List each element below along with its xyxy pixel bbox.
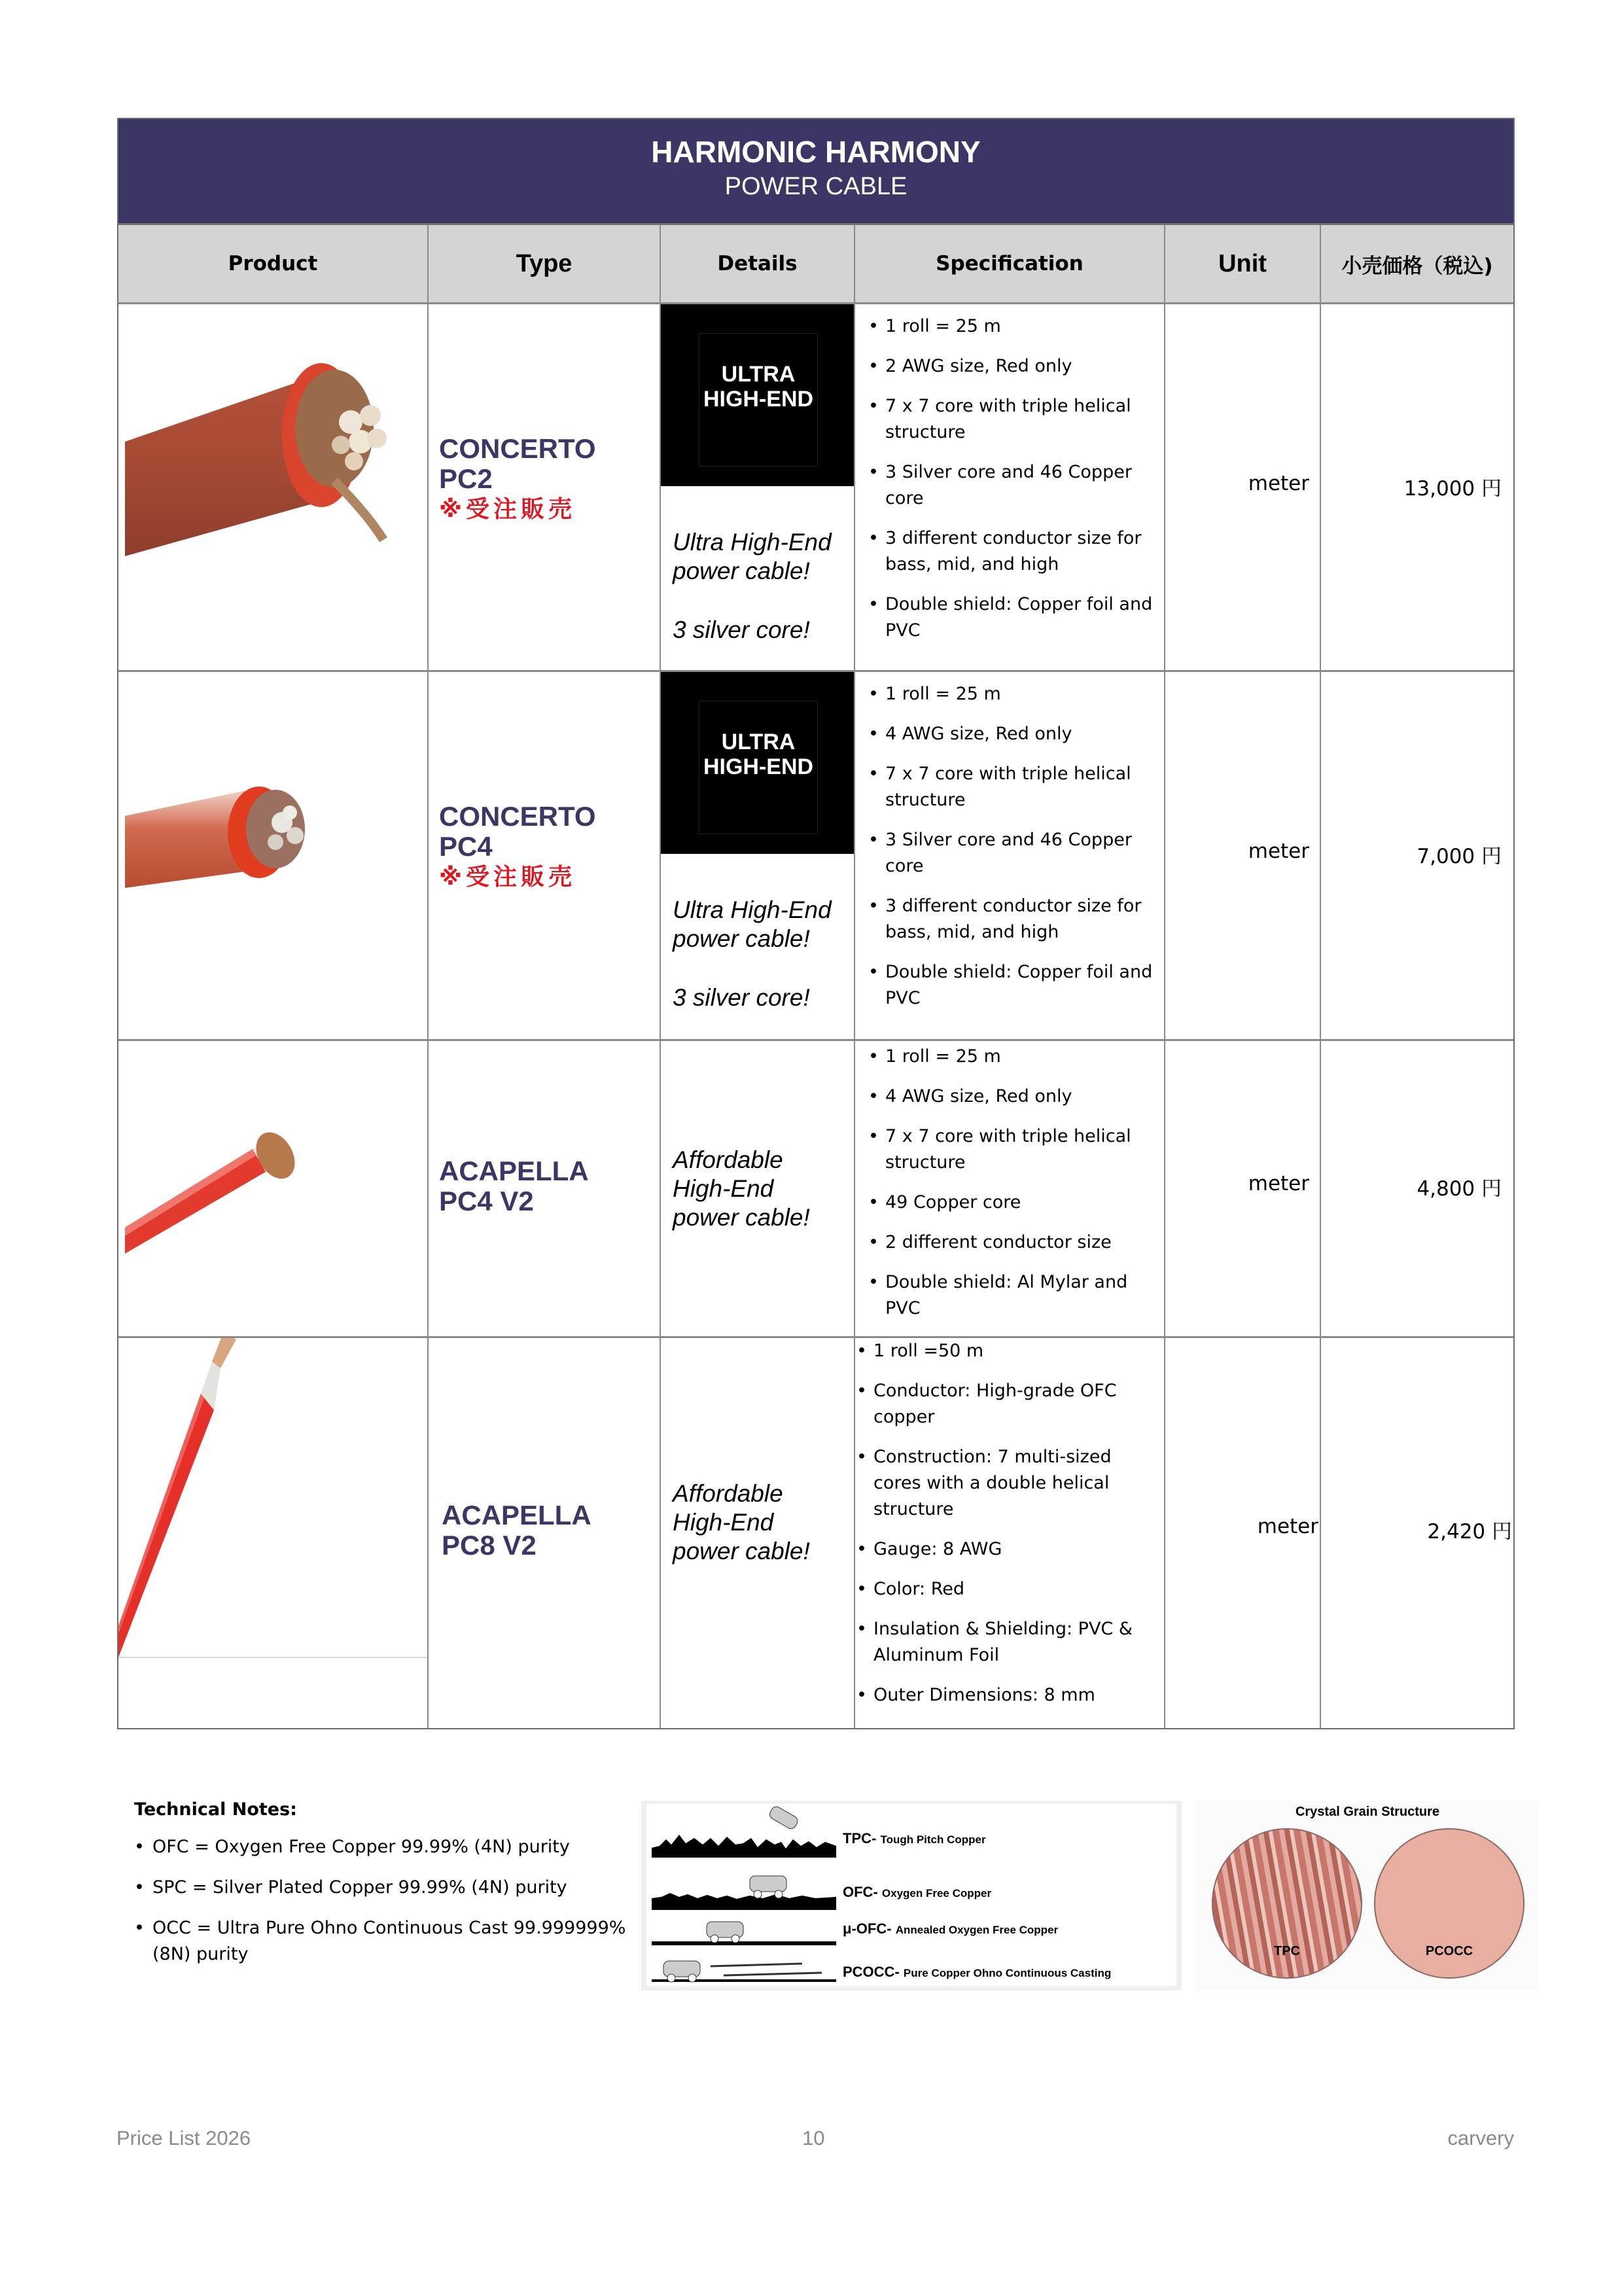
product-details-cell — [661, 304, 855, 670]
cable-image-acapella-pc8-v2 — [118, 1338, 427, 1727]
spec-item: • 4 AWG size, Red only — [868, 1084, 1155, 1110]
product-name-line1: CONCERTO — [439, 801, 596, 832]
spec-cell — [855, 304, 1165, 670]
copper-type-tpc — [646, 1805, 1176, 1858]
spec-item: • Gauge: 8 AWG — [856, 1536, 1155, 1563]
made-to-order-note: ※受注販売 — [439, 864, 576, 891]
unit-cell — [1165, 672, 1321, 1039]
price-table — [117, 118, 1515, 1729]
product-name-line2: PC4 V2 — [439, 1186, 534, 1216]
unit-value: meter — [1257, 1515, 1318, 1538]
detail-line: Ultra High-End — [673, 896, 832, 923]
badge-line1: ULTRA — [721, 362, 796, 387]
footer-left: Price List 2026 — [116, 2127, 251, 2149]
ultra-high-end-badge — [661, 304, 854, 486]
copper-name: Tough Pitch Copper — [880, 1833, 986, 1846]
detail-line: High-End — [673, 1175, 774, 1202]
column-header-row — [118, 225, 1513, 304]
tpc-grain-circle — [1212, 1828, 1362, 1979]
crystal-grain-illustration — [1196, 1801, 1539, 1990]
technical-notes-title: Technical Notes: — [134, 1799, 297, 1820]
product-image — [118, 304, 429, 670]
product-image — [118, 1338, 429, 1728]
table-banner — [118, 119, 1513, 225]
column-header-type: Type — [429, 225, 661, 302]
crystal-grain-title: Crystal Grain Structure — [1295, 1805, 1440, 1819]
detail-line: High-End — [673, 1509, 774, 1536]
spec-list — [855, 672, 1164, 1012]
spec-item: • 49 Copper core — [868, 1190, 1155, 1216]
product-name-line2: PC8 V2 — [442, 1530, 537, 1561]
unit-value: meter — [1248, 839, 1309, 863]
pcocc-grain-label: PCOCC — [1425, 1944, 1473, 1958]
spec-item: • Outer Dimensions: 8 mm — [856, 1682, 1155, 1708]
price-cell — [1321, 1338, 1513, 1728]
copper-name: Annealed Oxygen Free Copper — [895, 1924, 1059, 1936]
product-image — [118, 672, 429, 1039]
spec-item: • 1 roll = 25 m — [868, 313, 1155, 340]
product-type-cell — [429, 304, 661, 670]
product-type-cell — [429, 672, 661, 1039]
copper-abbr: TPC- — [843, 1830, 877, 1846]
table-row — [118, 672, 1513, 1041]
detail-line: 3 silver core! — [673, 616, 810, 643]
product-name-line2: PC2 — [439, 463, 493, 494]
unit-cell — [1165, 304, 1321, 670]
spec-item: • 7 x 7 core with triple helical structure — [868, 393, 1155, 446]
cable-image-acapella-pc4-v2 — [118, 1041, 427, 1337]
column-header-price: 小売価格（税込) — [1341, 254, 1493, 278]
spec-item: • 4 AWG size, Red only — [868, 721, 1155, 747]
price-value: 13,000 円 — [1403, 477, 1502, 501]
column-header-product: Product — [118, 225, 429, 302]
copper-types-illustration — [641, 1801, 1182, 1990]
spec-item: • 7 x 7 core with triple helical structure — [868, 761, 1155, 813]
spec-item: • 1 roll =50 m — [856, 1338, 1155, 1364]
detail-line: power cable! — [673, 1538, 810, 1564]
product-details-cell — [661, 1338, 855, 1728]
rough-road-car-icon — [652, 1805, 836, 1858]
product-details-cell — [661, 672, 855, 1039]
product-details-cell — [661, 1041, 855, 1336]
spec-item: • 1 roll = 25 m — [868, 1044, 1155, 1070]
spec-item: • 1 roll = 25 m — [868, 681, 1155, 707]
spec-item: • 3 different conductor size for bass, mid, and high — [868, 525, 1155, 578]
product-name-line2: PC4 — [439, 831, 493, 862]
product-type-cell — [429, 1338, 661, 1728]
unit-cell — [1165, 1041, 1321, 1336]
category-title: POWER CABLE — [724, 173, 908, 200]
technical-note-item: • OFC = Oxygen Free Copper 99.99% (4N) purity — [134, 1834, 644, 1860]
copper-name: Oxygen Free Copper — [881, 1887, 992, 1899]
copper-abbr: PCOCC- — [843, 1964, 900, 1980]
price-cell — [1321, 1041, 1513, 1336]
price-value: 2,420 円 — [1427, 1520, 1512, 1544]
copper-type-mu-ofc — [646, 1910, 1176, 1947]
smooth-road-car-icon — [652, 1910, 836, 1947]
spec-list — [855, 304, 1164, 644]
technical-note-item: • OCC = Ultra Pure Ohno Continuous Cast 99.999999% (8N) purity — [134, 1915, 644, 1968]
spec-cell — [855, 672, 1165, 1039]
fast-road-car-icon — [652, 1947, 836, 1986]
unit-cell — [1165, 1338, 1321, 1728]
footer-right: carvery — [1447, 2127, 1514, 2149]
spec-item: • 2 different conductor size — [868, 1229, 1155, 1256]
column-header-unit: Unit — [1165, 225, 1321, 302]
price-value: 4,800 円 — [1417, 1177, 1502, 1201]
copper-type-ofc — [646, 1858, 1176, 1910]
copper-type-pcocc — [646, 1947, 1176, 1986]
spec-item: • Conductor: High-grade OFC copper — [856, 1378, 1155, 1430]
product-name-line1: ACAPELLA — [442, 1500, 591, 1530]
table-row — [118, 304, 1513, 672]
spec-item: • 2 AWG size, Red only — [868, 353, 1155, 380]
spec-item: • Double shield: Al Mylar and PVC — [868, 1269, 1155, 1322]
product-name-line1: CONCERTO — [439, 433, 596, 464]
table-row — [118, 1338, 1513, 1728]
brand-title: HARMONIC HARMONY — [651, 135, 981, 169]
badge-line2: HIGH-END — [703, 387, 814, 412]
spec-item: • Double shield: Copper foil and PVC — [868, 959, 1155, 1012]
detail-line: power cable! — [673, 925, 810, 952]
unit-value: meter — [1248, 472, 1309, 495]
unit-value: meter — [1248, 1172, 1309, 1195]
technical-note-item: • SPC = Silver Plated Copper 99.99% (4N) purity — [134, 1875, 644, 1901]
copper-abbr: OFC- — [843, 1884, 878, 1900]
detail-line: power cable! — [673, 557, 810, 584]
spec-cell — [855, 1041, 1165, 1336]
spec-item: • Color: Red — [856, 1576, 1155, 1602]
product-type-cell — [429, 1041, 661, 1336]
copper-name: Pure Copper Ohno Continuous Casting — [903, 1967, 1112, 1979]
made-to-order-note: ※受注販売 — [439, 496, 576, 523]
price-cell — [1321, 304, 1513, 670]
spec-item: • 3 Silver core and 46 Copper core — [868, 827, 1155, 879]
spec-item: • 3 different conductor size for bass, mid, and high — [868, 893, 1155, 945]
technical-notes — [134, 1799, 644, 1982]
detail-line: Affordable — [673, 1480, 783, 1507]
spec-list — [855, 1041, 1164, 1322]
badge-line2: HIGH-END — [703, 754, 814, 779]
spec-item: • Double shield: Copper foil and PVC — [868, 592, 1155, 644]
pcocc-grain-circle — [1374, 1828, 1525, 1979]
detail-line: Affordable — [673, 1146, 783, 1173]
badge-line1: ULTRA — [721, 730, 796, 754]
detail-line: 3 silver core! — [673, 984, 810, 1011]
price-value: 7,000 円 — [1417, 845, 1502, 868]
detail-line: power cable! — [673, 1204, 810, 1231]
column-header-details: Details — [661, 225, 855, 302]
cable-image-concerto-pc2 — [118, 304, 427, 671]
price-cell — [1321, 672, 1513, 1039]
spec-item: • 7 x 7 core with triple helical structure — [868, 1123, 1155, 1176]
bumpy-road-car-icon — [652, 1858, 836, 1910]
column-header-specification: Specification — [855, 225, 1165, 302]
product-image — [118, 1041, 429, 1336]
detail-line: Ultra High-End — [673, 529, 832, 556]
ultra-high-end-badge — [661, 672, 854, 854]
product-name-line1: ACAPELLA — [439, 1156, 589, 1186]
copper-abbr: μ-OFC- — [843, 1920, 892, 1937]
spec-item: • 3 Silver core and 46 Copper core — [868, 459, 1155, 512]
spec-list — [855, 1338, 1164, 1708]
spec-item: • Construction: 7 multi-sized cores with a double helical structure — [856, 1444, 1155, 1523]
page-number: 10 — [802, 2127, 825, 2149]
spec-item: • Insulation & Shielding: PVC & Aluminum Foil — [856, 1616, 1155, 1669]
spec-cell — [855, 1338, 1165, 1728]
cable-image-concerto-pc4 — [118, 672, 427, 1038]
table-row — [118, 1041, 1513, 1338]
tpc-grain-label: TPC — [1274, 1944, 1300, 1958]
